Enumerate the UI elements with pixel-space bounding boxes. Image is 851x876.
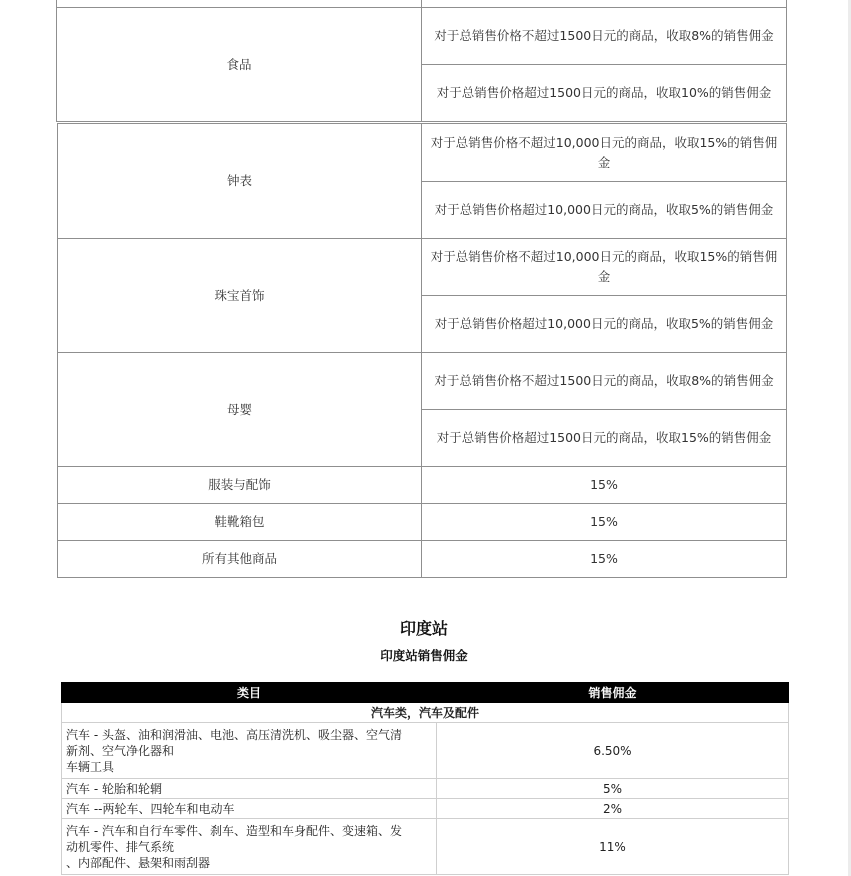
table-row — [62, 819, 789, 875]
japan-commission-table-part-1 — [56, 0, 787, 122]
fee-rule-cell: 对于总销售价格超过10,000日元的商品，收取5%的销售佣金 — [422, 296, 787, 353]
category-line: 汽车 --两轮车、四轮车和电动车 — [66, 801, 235, 816]
table-row — [58, 541, 787, 578]
category-line: 动机零件、排气系统 — [66, 839, 175, 854]
category-name — [62, 799, 437, 819]
fee-rule-cell: 对于总销售价格不超过1500日元的商品，收取8%的销售佣金 — [422, 353, 787, 410]
fee-rule-cell: 对于总销售价格超过10,000日元的商品，收取5%的销售佣金 — [422, 182, 787, 239]
rate-cell: 11% — [437, 819, 789, 875]
rate-cell: 15% — [422, 467, 787, 504]
rate-cell: 2% — [437, 799, 789, 819]
category-cell: 服装与配饰 — [58, 467, 422, 504]
table-row — [58, 239, 787, 296]
table-cell — [57, 0, 422, 8]
table-row — [58, 124, 787, 182]
group-heading: 汽车类，汽车及配件 — [62, 703, 789, 723]
header-fee: 销售佣金 — [437, 683, 789, 703]
category-line: 新剂、空气净化器和 — [66, 743, 175, 758]
category-line: 车辆工具 — [66, 759, 115, 774]
category-cell: 母婴 — [58, 353, 422, 467]
category-line: 汽车 - 轮胎和轮辋 — [66, 781, 162, 796]
category-cell: 所有其他商品 — [58, 541, 422, 578]
fee-rule-cell: 对于总销售价格不超过10,000日元的商品，收取15%的销售佣金 — [422, 124, 787, 182]
rate-cell: 5% — [437, 779, 789, 799]
category-line: 汽车 - 头盔、油和润滑油、电池、高压清洗机、吸尘器、空气清 — [66, 727, 402, 742]
category-cell: 鞋靴箱包 — [58, 504, 422, 541]
section-subtitle: 印度站销售佣金 — [380, 648, 468, 663]
table-row — [58, 467, 787, 504]
category-cell: 珠宝首饰 — [58, 239, 422, 353]
table-row — [57, 8, 787, 65]
category-cell: 钟表 — [58, 124, 422, 239]
table-row — [57, 0, 787, 8]
category-line: 汽车 - 汽车和自行车零件、刹车、造型和车身配件、变速箱、发 — [66, 823, 402, 838]
table-row — [58, 353, 787, 410]
fee-rule-cell: 对于总销售价格不超过10,000日元的商品，收取15%的销售佣金 — [422, 239, 787, 296]
table-group-row — [62, 703, 789, 723]
category-name — [62, 819, 437, 875]
table-cell — [422, 0, 787, 8]
rate-cell: 6.50% — [437, 723, 789, 779]
rate-cell: 15% — [422, 541, 787, 578]
header-category: 类目 — [62, 683, 437, 703]
category-cell: 食品 — [57, 8, 422, 122]
table-row — [62, 723, 789, 779]
table-row — [62, 779, 789, 799]
japan-commission-table-part-2 — [57, 123, 787, 578]
fee-rule-cell: 对于总销售价格不超过1500日元的商品，收取8%的销售佣金 — [422, 8, 787, 65]
category-name — [62, 779, 437, 799]
category-name — [62, 723, 437, 779]
table-row — [58, 504, 787, 541]
table-row — [62, 799, 789, 819]
section-title: 印度站 — [399, 619, 448, 638]
category-line: 、内部配件、悬架和雨刮器 — [66, 855, 211, 870]
rate-cell: 15% — [422, 504, 787, 541]
fee-rule-cell: 对于总销售价格超过1500日元的商品，收取15%的销售佣金 — [422, 410, 787, 467]
india-commission-table — [61, 682, 789, 875]
table-header-row — [62, 683, 789, 703]
fee-rule-cell: 对于总销售价格超过1500日元的商品，收取10%的销售佣金 — [422, 65, 787, 122]
